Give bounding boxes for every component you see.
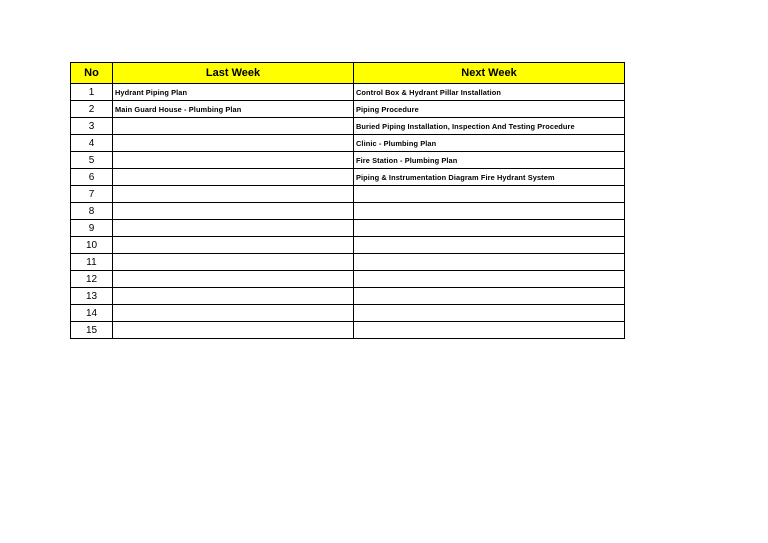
row-number-cell: 4 bbox=[71, 135, 113, 152]
last-week-cell bbox=[113, 118, 354, 135]
next-week-cell bbox=[354, 186, 625, 203]
next-week-cell: Clinic - Plumbing Plan bbox=[354, 135, 625, 152]
row-number-cell: 12 bbox=[71, 271, 113, 288]
table-row bbox=[71, 135, 625, 152]
column-header-no: No bbox=[71, 63, 113, 84]
row-number-cell: 1 bbox=[71, 84, 113, 101]
last-week-cell bbox=[113, 322, 354, 339]
next-week-cell bbox=[354, 237, 625, 254]
last-week-cell bbox=[113, 305, 354, 322]
row-number-cell: 13 bbox=[71, 288, 113, 305]
table-row bbox=[71, 152, 625, 169]
last-week-cell: Main Guard House - Plumbing Plan bbox=[113, 101, 354, 118]
row-number-cell: 3 bbox=[71, 118, 113, 135]
table-row bbox=[71, 220, 625, 237]
row-number-cell: 5 bbox=[71, 152, 113, 169]
row-number-cell: 11 bbox=[71, 254, 113, 271]
next-week-cell: Control Box & Hydrant Pillar Installation bbox=[354, 84, 625, 101]
last-week-cell bbox=[113, 186, 354, 203]
next-week-cell bbox=[354, 322, 625, 339]
table-row bbox=[71, 118, 625, 135]
table-row bbox=[71, 271, 625, 288]
column-header-next-week: Next Week bbox=[354, 63, 625, 84]
table-row bbox=[71, 305, 625, 322]
next-week-cell bbox=[354, 288, 625, 305]
last-week-cell bbox=[113, 152, 354, 169]
last-week-cell: Hydrant Piping Plan bbox=[113, 84, 354, 101]
weekly-schedule-table bbox=[70, 62, 625, 339]
next-week-cell bbox=[354, 220, 625, 237]
last-week-cell bbox=[113, 135, 354, 152]
table-row bbox=[71, 84, 625, 101]
next-week-cell bbox=[354, 305, 625, 322]
row-number-cell: 6 bbox=[71, 169, 113, 186]
last-week-cell bbox=[113, 203, 354, 220]
table-row bbox=[71, 237, 625, 254]
table-row bbox=[71, 203, 625, 220]
last-week-cell bbox=[113, 254, 354, 271]
next-week-cell bbox=[354, 254, 625, 271]
table-row bbox=[71, 101, 625, 118]
next-week-cell: Fire Station - Plumbing Plan bbox=[354, 152, 625, 169]
next-week-cell: Buried Piping Installation, Inspection And Testing Procedure bbox=[354, 118, 625, 135]
row-number-cell: 15 bbox=[71, 322, 113, 339]
row-number-cell: 9 bbox=[71, 220, 113, 237]
next-week-cell: Piping & Instrumentation Diagram Fire Hydrant System bbox=[354, 169, 625, 186]
table-row bbox=[71, 169, 625, 186]
column-header-last-week: Last Week bbox=[113, 63, 354, 84]
next-week-cell: Piping Procedure bbox=[354, 101, 625, 118]
row-number-cell: 2 bbox=[71, 101, 113, 118]
table-row bbox=[71, 186, 625, 203]
last-week-cell bbox=[113, 288, 354, 305]
row-number-cell: 10 bbox=[71, 237, 113, 254]
last-week-cell bbox=[113, 220, 354, 237]
table-body bbox=[71, 84, 625, 339]
last-week-cell bbox=[113, 237, 354, 254]
next-week-cell bbox=[354, 271, 625, 288]
last-week-cell bbox=[113, 271, 354, 288]
row-number-cell: 8 bbox=[71, 203, 113, 220]
row-number-cell: 14 bbox=[71, 305, 113, 322]
table-row bbox=[71, 254, 625, 271]
table-header-row bbox=[71, 63, 625, 84]
table-row bbox=[71, 288, 625, 305]
schedule-sheet bbox=[70, 62, 625, 339]
next-week-cell bbox=[354, 203, 625, 220]
last-week-cell bbox=[113, 169, 354, 186]
table-row bbox=[71, 322, 625, 339]
row-number-cell: 7 bbox=[71, 186, 113, 203]
